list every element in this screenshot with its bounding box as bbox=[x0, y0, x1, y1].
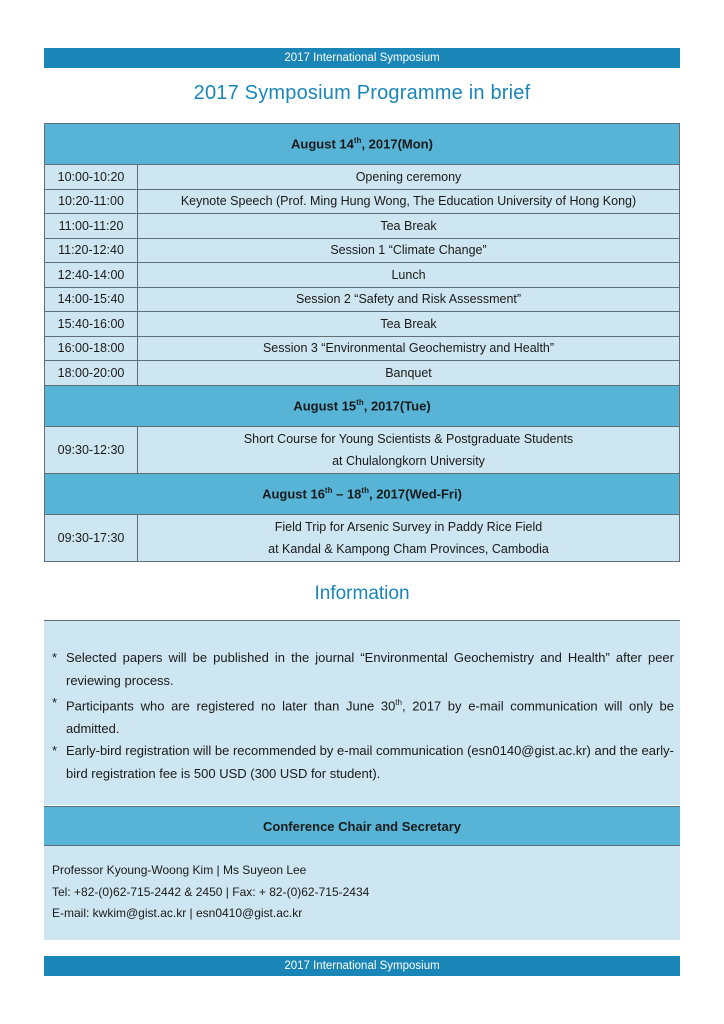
event-cell: Tea Break bbox=[138, 214, 680, 239]
bottom-banner bbox=[44, 956, 680, 976]
time-cell: 12:40-14:00 bbox=[45, 263, 138, 288]
time-cell: 11:00-11:20 bbox=[45, 214, 138, 239]
time-cell: 10:20-11:00 bbox=[45, 189, 138, 214]
info-bullet bbox=[52, 692, 674, 740]
table-row bbox=[45, 263, 680, 288]
event-cell: Session 1 “Climate Change” bbox=[138, 238, 680, 263]
event-cell: Session 3 “Environmental Geochemistry and Health” bbox=[138, 336, 680, 361]
event-cell: Keynote Speech (Prof. Ming Hung Wong, The Education University of Hong Kong) bbox=[138, 189, 680, 214]
event-cell: Tea Break bbox=[138, 312, 680, 337]
day-header-1 bbox=[45, 124, 680, 165]
day-header-label: August 16th – 18th, 2017(Wed-Fri) bbox=[45, 473, 680, 514]
event-cell: Opening ceremony bbox=[138, 165, 680, 190]
top-banner bbox=[44, 48, 680, 68]
bottom-banner-text: 2017 International Symposium bbox=[284, 960, 440, 972]
contact-box bbox=[44, 846, 680, 940]
event-cell: Session 2 “Safety and Risk Assessment” bbox=[138, 287, 680, 312]
time-cell: 11:20-12:40 bbox=[45, 238, 138, 263]
event-cell: Field Trip for Arsenic Survey in Paddy Rice Field at Kandal & Kampong Cham Provinces, Cambodia bbox=[138, 514, 680, 561]
table-row bbox=[45, 426, 680, 473]
bullet-mark: * bbox=[52, 695, 58, 710]
day-header-2 bbox=[45, 385, 680, 426]
table-row bbox=[45, 189, 680, 214]
day-header-label: August 14th, 2017(Mon) bbox=[45, 124, 680, 165]
event-cell: Lunch bbox=[138, 263, 680, 288]
table-row bbox=[45, 361, 680, 386]
time-cell: 18:00-20:00 bbox=[45, 361, 138, 386]
bullet-mark: * bbox=[52, 743, 58, 759]
time-cell: 09:30-12:30 bbox=[45, 426, 138, 473]
table-row bbox=[45, 514, 680, 561]
contact-email: E-mail: kwkim@gist.ac.kr | esn0410@gist.ac.kr bbox=[52, 906, 303, 920]
time-cell: 10:00-10:20 bbox=[45, 165, 138, 190]
event-cell: Banquet bbox=[138, 361, 680, 386]
info-bullet-text: Participants who are registered no later than June 30th, 2017 by e-mail communication will only be admitted. bbox=[66, 698, 674, 736]
event-cell: Short Course for Young Scientists & Postgraduate Students at Chulalongkorn University bbox=[138, 426, 680, 473]
info-bullet-text: Early-bird registration will be recommended by e-mail communication (esn0140@gist.ac.kr) and the early-bird registration fee is 500 USD (300 USD for student). bbox=[66, 743, 674, 781]
table-row bbox=[45, 214, 680, 239]
contact-header: Conference Chair and Secretary bbox=[44, 806, 680, 846]
table-row bbox=[45, 287, 680, 312]
page-title: 2017 Symposium Programme in brief bbox=[193, 82, 531, 104]
bullet-mark: * bbox=[52, 650, 58, 665]
information-title: Information bbox=[314, 583, 410, 604]
schedule-table bbox=[44, 123, 680, 562]
table-row bbox=[45, 165, 680, 190]
time-cell: 15:40-16:00 bbox=[45, 312, 138, 337]
table-row bbox=[45, 336, 680, 361]
table-row bbox=[45, 312, 680, 337]
top-banner-text: 2017 International Symposium bbox=[284, 52, 440, 64]
day-header-3 bbox=[45, 473, 680, 514]
contact-names: Professor Kyoung-Woong Kim | Ms Suyeon Lee bbox=[52, 863, 307, 877]
time-cell: 16:00-18:00 bbox=[45, 336, 138, 361]
table-row bbox=[45, 238, 680, 263]
info-bullet bbox=[52, 740, 674, 785]
day-header-label: August 15th, 2017(Tue) bbox=[45, 385, 680, 426]
information-box bbox=[44, 620, 680, 805]
info-bullet-text: Selected papers will be published in the journal “Environmental Geochemistry and Health” after peer reviewing process. bbox=[66, 650, 674, 688]
time-cell: 09:30-17:30 bbox=[45, 514, 138, 561]
contact-phone: Tel: +82-(0)62-715-2442 & 2450 | Fax: + 82-(0)62-715-2434 bbox=[52, 884, 370, 899]
info-bullet bbox=[52, 647, 674, 692]
time-cell: 14:00-15:40 bbox=[45, 287, 138, 312]
